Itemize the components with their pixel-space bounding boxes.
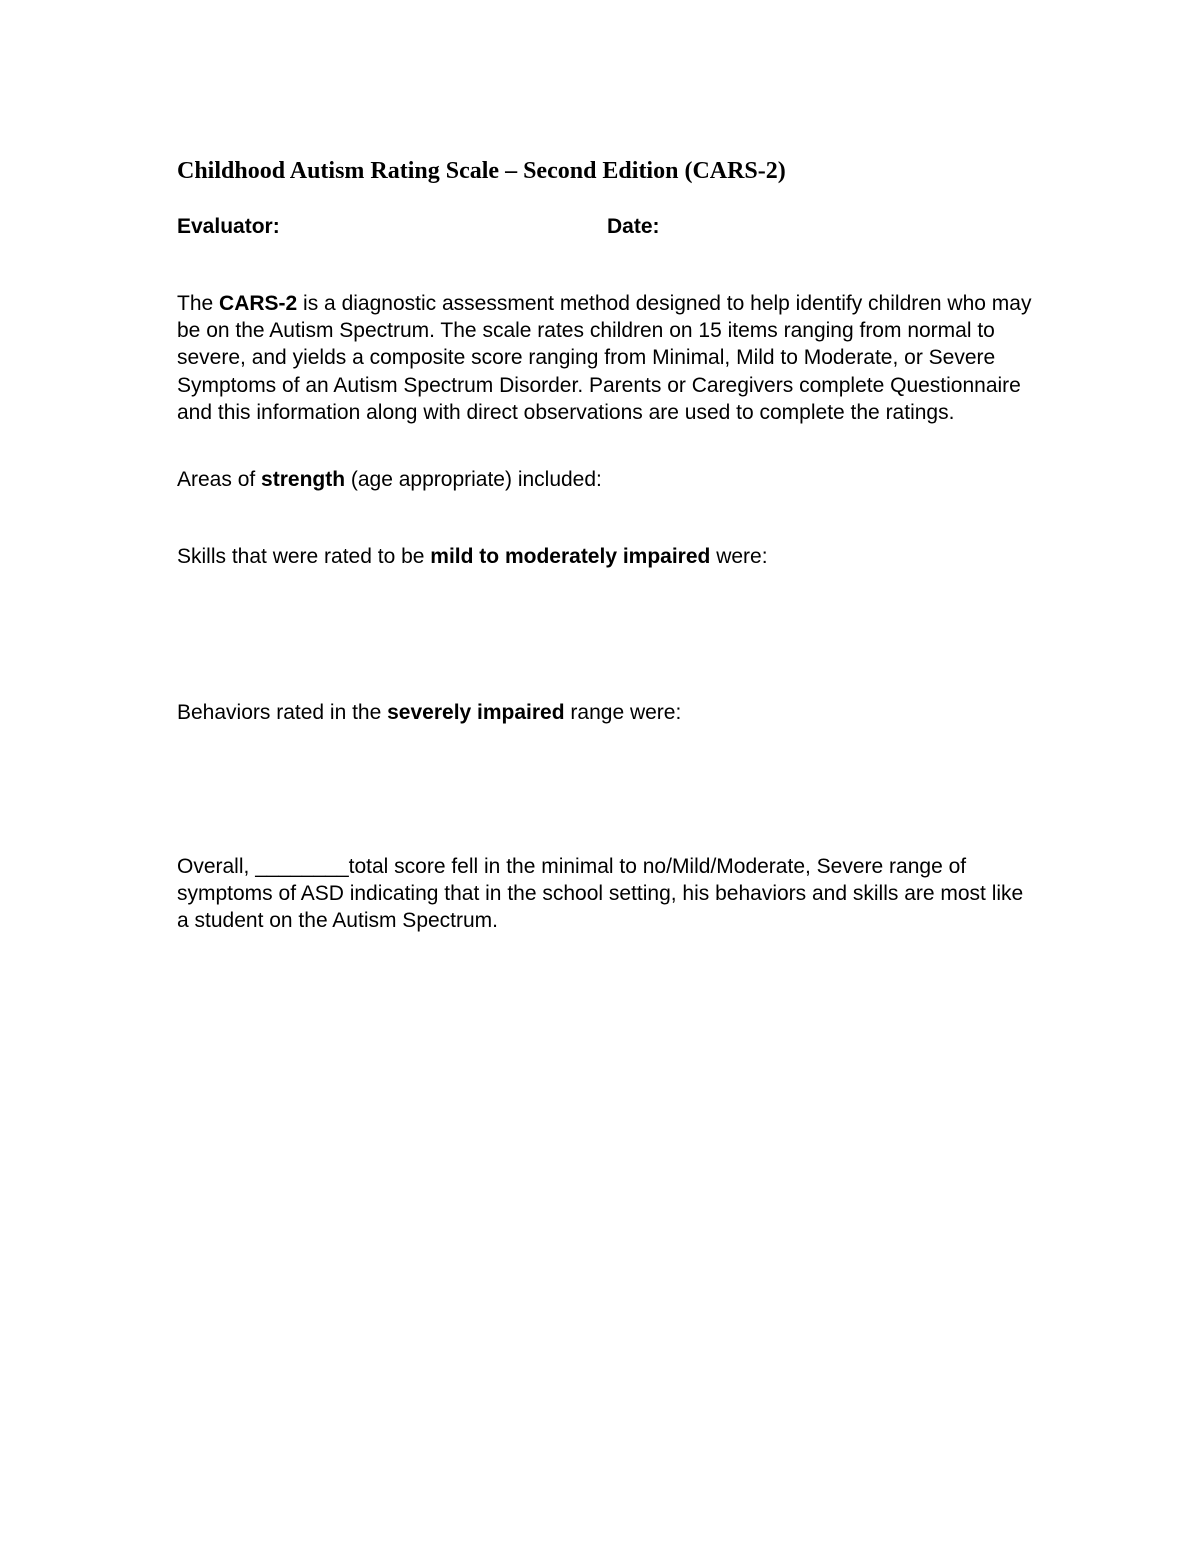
strengths-lead: Areas of bbox=[177, 468, 262, 491]
mild-bold: mild to moderately impaired bbox=[430, 545, 711, 568]
severe-rest: range were: bbox=[564, 701, 682, 724]
evaluator-label: Evaluator: bbox=[177, 215, 280, 238]
mild-paragraph bbox=[177, 543, 1037, 570]
overall-lead: Overall, bbox=[177, 855, 256, 878]
intro-lead: The bbox=[177, 292, 220, 315]
mild-lead: Skills that were rated to be bbox=[177, 545, 431, 568]
date-label: Date: bbox=[607, 215, 660, 238]
document-title: Childhood Autism Rating Scale – Second Edition (CARS-2) bbox=[177, 158, 786, 184]
severe-paragraph bbox=[177, 699, 1037, 726]
strengths-bold: strength bbox=[261, 468, 346, 491]
severe-bold: severely impaired bbox=[387, 701, 565, 724]
strengths-paragraph bbox=[177, 466, 1037, 493]
intro-rest: is a diagnostic assessment method designed to help identify children who may be on the Autism Spectrum. The scale rates children on 15 items ranging from normal to severe, and yields a composite score ranging from Minimal, Mild to Moderate, or Severe Symptoms of an Autism Spectrum Disorder. Parents or Caregivers complete Questionnaire and this information along with direct observations are used to complete the ratings. bbox=[177, 292, 1032, 424]
mild-rest: were: bbox=[710, 545, 768, 568]
intro-bold: CARS-2 bbox=[219, 292, 298, 315]
strengths-rest: (age appropriate) included: bbox=[345, 468, 602, 491]
severe-lead: Behaviors rated in the bbox=[177, 701, 388, 724]
overall-rest: total score fell in the minimal to no/Mild/Moderate, Severe range of symptoms of ASD indicating that in the school setting, his behaviors and skills are most like a student on the Autism Spectrum. bbox=[177, 855, 1024, 933]
intro-paragraph bbox=[177, 290, 1037, 426]
overall-paragraph bbox=[177, 853, 1037, 935]
overall-blank: ________ bbox=[255, 855, 349, 878]
